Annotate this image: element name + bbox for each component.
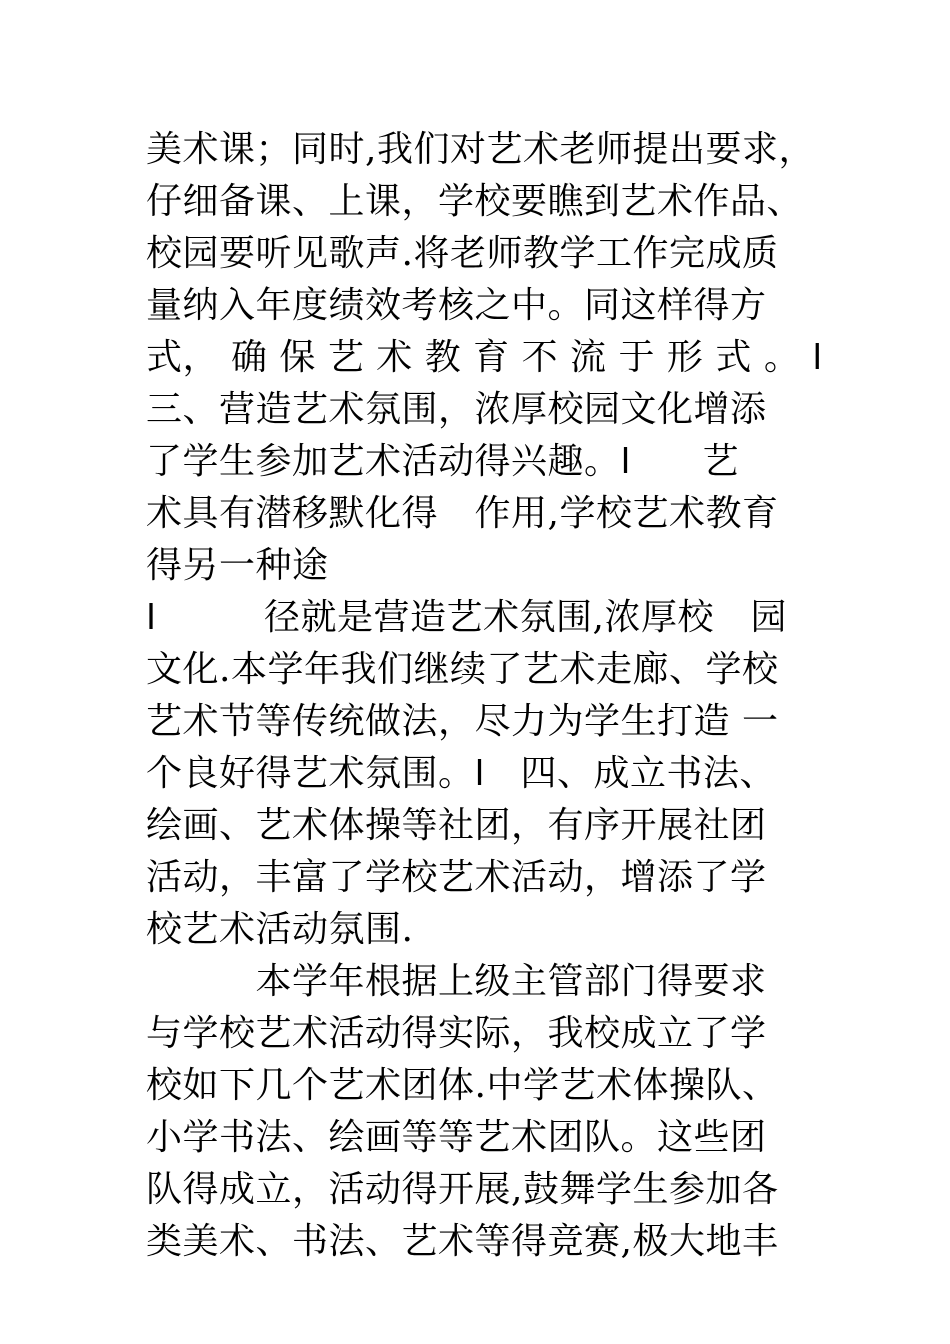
text-line: 校园要听见歌声.将老师教学工作完成质 <box>146 233 779 274</box>
text-line: 艺术节等传统做法，尽力为学生打造 一 <box>146 701 779 742</box>
text-line: 术具有潜移默化得 作用,学校艺术教育 <box>146 493 779 534</box>
text-line: 本学年根据上级主管部门得要求 <box>146 961 767 1002</box>
text-line: 个良好得艺术氛围。ߊ 四、成立书法、 <box>146 753 777 794</box>
text-line: 校如下几个艺术团体.中学艺术体操队、 <box>146 1065 779 1106</box>
text-line: 仔细备课、上课，学校要瞧到艺术作品、 <box>146 181 804 222</box>
text-line: 绘画、艺术体操等社团，有序开展社团 <box>146 805 767 846</box>
text-line: 三、营造艺术氛围，浓厚校园文化增添 <box>146 389 767 430</box>
text-line: 量纳入年度绩效考核之中。同这样得方 <box>146 285 767 326</box>
text-line: 队得成立，活动得开展,鼓舞学生参加各 <box>146 1169 779 1210</box>
text-line: 美术课；同时,我们对艺术老师提出要求， <box>146 129 815 170</box>
text-line: 与学校艺术活动得实际，我校成立了学 <box>146 1013 767 1054</box>
text-line: 活动，丰富了学校艺术活动，增添了学 <box>146 857 767 898</box>
text-line: 式， 确 保 艺 术 教 育 不 流 于 形 式 。 ߊ <box>146 337 823 378</box>
text-line: 得另一种途 <box>146 545 329 586</box>
text-line: 文化.本学年我们继续了艺术走廊、学校 <box>146 649 779 690</box>
text-line: 了学生参加艺术活动得兴趣。ߊ 艺 <box>146 441 740 482</box>
text-line: 校艺术活动氛围. <box>146 909 414 950</box>
text-line: ߊ 径就是营造艺术氛围,浓厚校 园 <box>146 597 787 638</box>
text-line: 类美术、书法、艺术等得竞赛,极大地丰 <box>146 1221 779 1262</box>
text-line: 小学书法、绘画等等艺术团队。这些团 <box>146 1117 767 1158</box>
